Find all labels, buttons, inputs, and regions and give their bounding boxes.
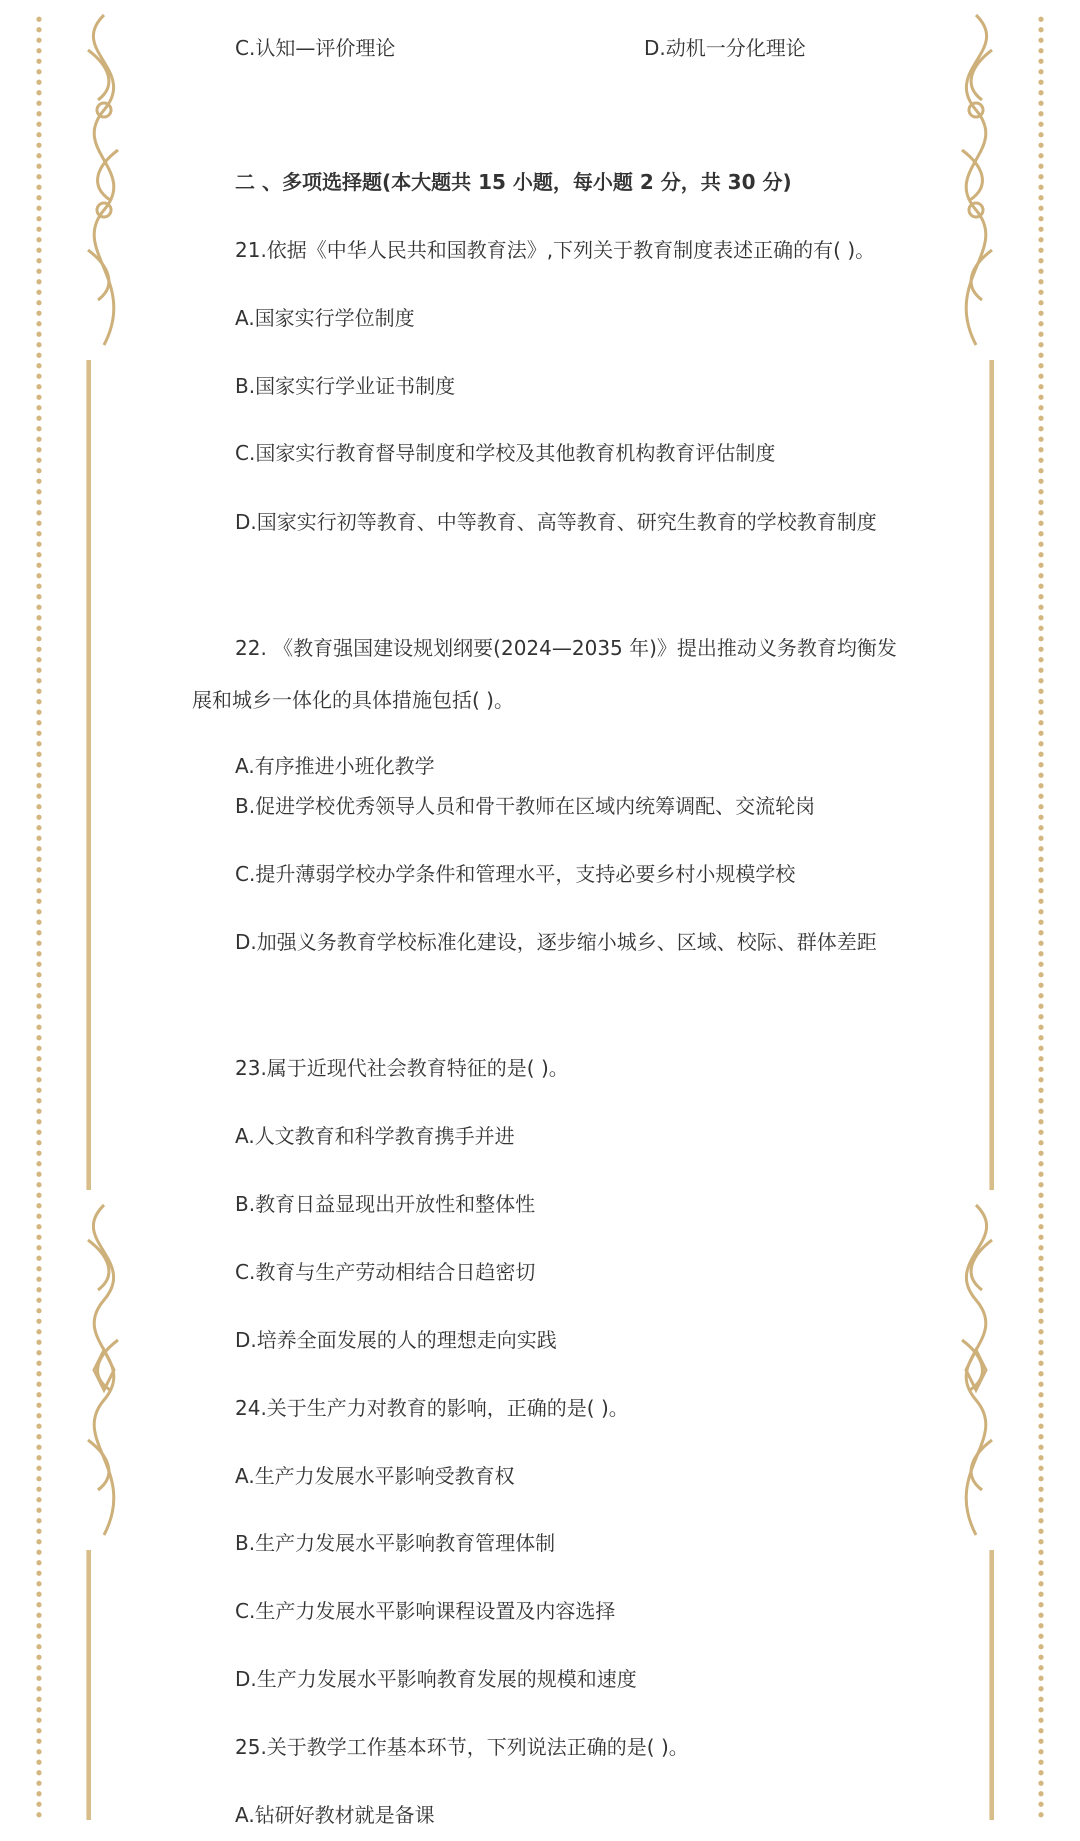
q23-option-b: B.教育日益显现出开放性和整体性 (235, 1192, 536, 1216)
q23-option-c: C.教育与生产劳动相结合日趋密切 (235, 1260, 536, 1284)
right-bottom-scroll-ornament-icon (930, 1190, 1022, 1550)
q22-option-d: D.加强义务教育学校标准化建设，逐步缩小城乡、区域、校际、群体差距 (235, 930, 877, 954)
q20-option-d: D.动机一分化理论 (644, 36, 806, 60)
left-top-scroll-ornament-icon (58, 10, 150, 350)
left-bottom-scroll-ornament-icon (58, 1190, 150, 1550)
q23-option-a: A.人文教育和科学教育携手并进 (235, 1124, 515, 1148)
q21-option-d: D.国家实行初等教育、中等教育、高等教育、研究生教育的学校教育制度 (235, 510, 877, 534)
q22-stem: 22. 《教育强国建设规划纲要(2024—2035 年)》提出推动义务教育均衡发展和城乡一体化的具体措施包括( )。 (192, 636, 897, 712)
left-dotted-border (36, 14, 42, 1819)
q23-stem: 23.属于近现代社会教育特征的是( )。 (235, 1056, 569, 1080)
q24-option-b: B.生产力发展水平影响教育管理体制 (235, 1531, 556, 1555)
right-top-scroll-ornament-icon (930, 10, 1022, 350)
section-heading: 二 、多项选择题(本大题共 15 小题，每小题 2 分，共 30 分) (235, 170, 792, 194)
q25-option-a: A.钻研好教材就是备课 (235, 1803, 435, 1827)
right-dotted-border (1038, 14, 1044, 1819)
q21-option-c: C.国家实行教育督导制度和学校及其他教育机构教育评估制度 (235, 441, 776, 465)
q23-option-d: D.培养全面发展的人的理想走向实践 (235, 1328, 557, 1352)
q20-option-c: C.认知—评价理论 (235, 36, 396, 60)
right-frame-line (989, 360, 994, 1190)
q22-option-a: A.有序推进小班化教学 (235, 754, 435, 778)
left-frame-line-lower (86, 1550, 91, 1820)
q20-options-row (192, 22, 900, 74)
q21-stem: 21.依据《中华人民共和国教育法》,下列关于教育制度表述正确的有( )。 (235, 238, 876, 262)
q22-option-c: C.提升薄弱学校办学条件和管理水平，支持必要乡村小规模学校 (235, 862, 796, 886)
q22-option-b: B.促进学校优秀领导人员和骨干教师在区域内统筹调配、交流轮岗 (235, 794, 816, 818)
q24-option-d: D.生产力发展水平影响教育发展的规模和速度 (235, 1667, 637, 1691)
left-frame-line (86, 360, 91, 1190)
right-frame-line-lower (989, 1550, 994, 1820)
q24-stem: 24.关于生产力对教育的影响，正确的是( )。 (235, 1396, 629, 1420)
q24-option-c: C.生产力发展水平影响课程设置及内容选择 (235, 1599, 616, 1623)
q21-option-b: B.国家实行学业证书制度 (235, 374, 456, 398)
q21-option-a: A.国家实行学位制度 (235, 306, 415, 330)
q25-stem: 25.关于教学工作基本环节，下列说法正确的是( )。 (235, 1735, 689, 1759)
q24-option-a: A.生产力发展水平影响受教育权 (235, 1464, 515, 1488)
